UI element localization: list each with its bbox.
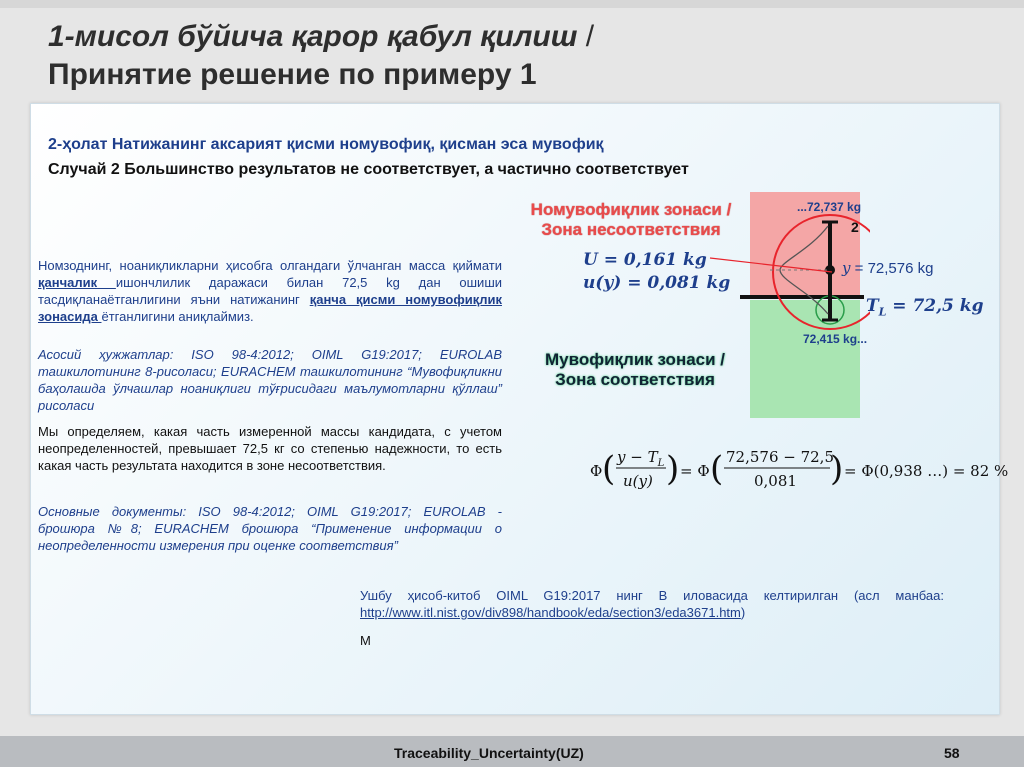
frac1-denominator: u(y): [623, 472, 653, 490]
paren-close-1: ): [666, 449, 680, 489]
marker-2: 2: [851, 219, 859, 235]
paren-open-2: (: [710, 449, 724, 489]
source-link[interactable]: http://www.itl.nist.gov/div898/handbook/eda/section3/eda3671.htm: [360, 605, 741, 620]
phi-symbol: Φ: [590, 462, 603, 480]
conformity-zone-label: Мувофиқлик зонаси / Зона соответствия: [544, 350, 726, 389]
lower-value-label: 72,415 kg...: [803, 332, 868, 346]
case-heading-ru: Случай 2 Большинство результатов не соответствует, а частично соответствует: [48, 161, 689, 178]
equals-phi: = Φ: [680, 462, 710, 480]
reference-ru: Основные документы: ISO 98-4:2012; OIML G19:2017; EUROLAB - брошюра №8; EURACHEM брошюра “Применение информации о неопределенности измерения при оценке соответствия”: [38, 504, 502, 553]
page-number: 58: [944, 745, 960, 761]
case-heading-uz: 2-ҳолат Натижанинг аксарият қисми номувофиқ, қисман эса мувофиқ: [48, 136, 604, 153]
slide-title: [48, 18, 998, 94]
upper-value-label: ...72,737 kg: [797, 200, 862, 214]
tolerance-limit-label: $T_L = 72,5$ kg: [866, 296, 984, 319]
frac2-numerator: 72,576 − 72,5: [726, 448, 834, 466]
standard-uncertainty: u(y) = 0,081 kg: [583, 273, 731, 293]
paren-close-2: ): [830, 449, 844, 489]
source-note: Ушбу ҳисоб-китоб OIML G19:2017 нинг B иловасида келтирилган (асл манбаа: http://www.itl.nist.gov/div898/handbook/eda/section3/eda3671.htm): [360, 588, 944, 620]
m-letter: M: [360, 633, 371, 648]
title-separator: /: [585, 20, 595, 53]
pointer-line: [710, 258, 832, 272]
top-band: [0, 0, 1024, 8]
footer-label: Traceability_Uncertainty(UZ): [394, 745, 584, 761]
frac2-denominator: 0,081: [754, 472, 797, 490]
nonconformity-zone-label: Номувофиқлик зонаси / Зона несоответствия: [530, 200, 732, 239]
frac1-numerator: $y - T_L$: [617, 448, 665, 469]
probability-formula: [590, 440, 1010, 500]
title-ru: Принятие решение по примеру 1: [48, 58, 537, 91]
paragraph-ru: Мы определяем, какая часть измеренной массы кандидата, с учетом неопределенностей, превышает 72,5 кг со степенью надежности, то есть какая часть результата находится в зоне несоответствия.: [38, 424, 502, 473]
measured-value-label: y = 72,576 kg: [842, 259, 934, 277]
underlined-phrase-1: қанчалик: [38, 275, 116, 290]
expanded-uncertainty: U = 0,161 kg: [583, 250, 707, 270]
paragraph-uz: Номзоднинг, ноаниқликларни ҳисобга олгандаги ўлчанган масса қиймати қанчалик ишончлилик даражаси билан 72,5 kg дан ошиши тасдиқланаётганлигини яъни натижанинг қанча қисми номувофиқлик зонасида ётганлигини аниқлаймиз.: [38, 258, 503, 324]
underlined-phrase-2: қанча қисми номувофиқлик зонасида: [38, 292, 502, 324]
title-uz: 1-мисол бўйича қарор қабул қилиш: [48, 20, 578, 53]
paren-open-1: (: [602, 449, 616, 489]
formula-result: = Φ(0,938 …) = 82 %: [844, 462, 1009, 480]
reference-uz: Асосий ҳужжатлар: ISO 98-4:2012; OIML G19:2017; EUROLAB ташкилотининг 8-рисоласи; EURACHEM ташкилотининг “Мувофиқликни баҳолашда ўлчашлар ноаниқлиги тўғрисидаги маълумотларни қўллаш” рисоласи: [38, 347, 502, 413]
